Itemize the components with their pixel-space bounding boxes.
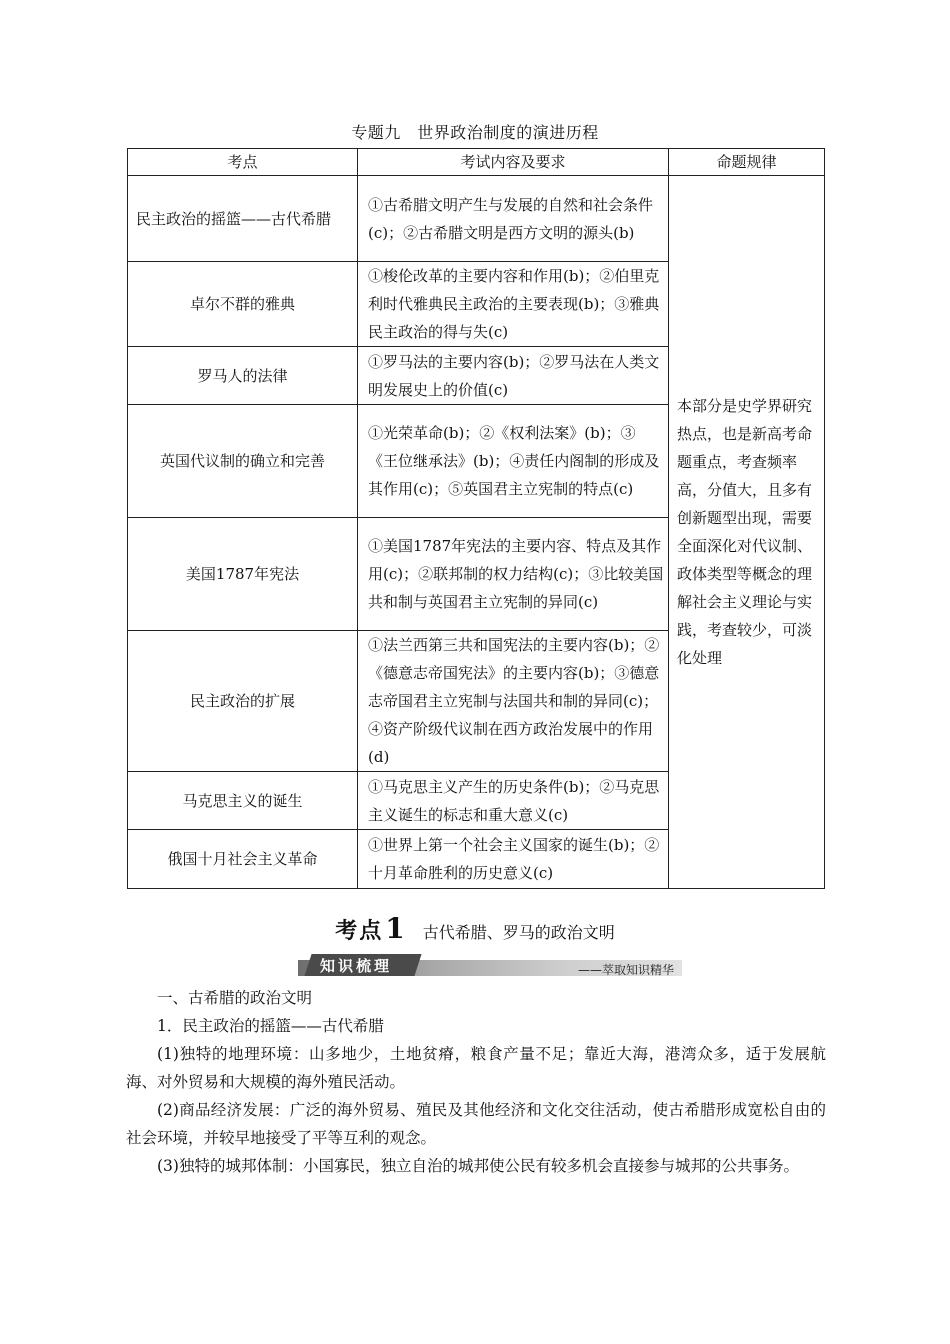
banner-right-text: ——萃取知识精华 xyxy=(577,963,674,977)
row-topic: 民主政治的摇篮——古代希腊 xyxy=(128,176,358,262)
banner-tag-text: 知识梳理 xyxy=(320,957,393,975)
table-header-row xyxy=(128,149,825,176)
row-topic: 罗马人的法律 xyxy=(128,347,358,405)
row-requirements: ①马克思主义产生的历史条件(b)；②马克思主义诞生的标志和重大意义(c) xyxy=(358,772,669,830)
row-requirements: ①罗马法的主要内容(b)；②罗马法在人类文明发展史上的价值(c) xyxy=(358,347,669,405)
body-text xyxy=(126,984,826,1180)
row-topic: 英国代议制的确立和完善 xyxy=(128,405,358,518)
section-heading xyxy=(0,912,950,945)
paragraph: (2)商品经济发展：广泛的海外贸易、殖民及其他经济和文化交往活动，使古希腊形成宽松自由的社会环境，并较早地接受了平等互利的观念。 xyxy=(126,1101,826,1147)
section-subtitle: 古代希腊、罗马的政治文明 xyxy=(422,923,615,942)
heading-level1: 一、古希腊的政治文明 xyxy=(157,989,313,1007)
header-pattern: 命题规律 xyxy=(669,149,825,176)
row-topic: 俄国十月社会主义革命 xyxy=(128,830,358,889)
row-requirements: ①梭伦改革的主要内容和作用(b)；②伯里克利时代雅典民主政治的主要表现(b)；③雅典民主政治的得与失(c) xyxy=(358,262,669,347)
row-topic: 卓尔不群的雅典 xyxy=(128,262,358,347)
heading-level2: 1．民主政治的摇篮——古代希腊 xyxy=(157,1017,384,1035)
paragraph: (1)独特的地理环境：山多地少，土地贫瘠，粮食产量不足；靠近大海，港湾众多，适于发展航海、对外贸易和大规模的海外殖民活动。 xyxy=(126,1045,826,1091)
row-requirements: ①古希腊文明产生与发展的自然和社会条件(c)；②古希腊文明是西方文明的源头(b) xyxy=(358,176,669,262)
table-row xyxy=(128,176,825,262)
syllabus-table xyxy=(127,148,825,889)
paragraph: (3)独特的城邦体制：小国寡民，独立自治的城邦使公民有较多机会直接参与城邦的公共事务。 xyxy=(157,1157,799,1175)
header-requirements: 考试内容及要求 xyxy=(358,149,669,176)
row-topic: 美国1787年宪法 xyxy=(128,518,358,631)
section-label: 考点 xyxy=(335,919,384,944)
section-number: 1 xyxy=(385,912,405,945)
row-topic: 民主政治的扩展 xyxy=(128,631,358,772)
document-title: 专题九 世界政治制度的演进历程 xyxy=(351,123,599,142)
header-topic: 考点 xyxy=(128,149,358,176)
row-topic: 马克思主义的诞生 xyxy=(128,772,358,830)
pattern-cell: 本部分是史学界研究热点，也是新高考命题重点，考查频率高，分值大，且多有创新题型出现，需要全面深化对代议制、政体类型等概念的理解社会主义理论与实践，考查较少，可淡化处理 xyxy=(669,176,825,889)
row-requirements: ①美国1787年宪法的主要内容、特点及其作用(c)；②联邦制的权力结构(c)；③比较美国共和制与英国君主立宪制的异同(c) xyxy=(358,518,669,631)
row-requirements: ①世界上第一个社会主义国家的诞生(b)；②十月革命胜利的历史意义(c) xyxy=(358,830,669,889)
row-requirements: ①法兰西第三共和国宪法的主要内容(b)；②《德意志帝国宪法》的主要内容(b)；③德意志帝国君主立宪制与法国共和制的异同(c)；④资产阶级代议制在西方政治发展中的作用(d) xyxy=(358,631,669,772)
row-requirements: ①光荣革命(b)；②《权利法案》(b)；③《王位继承法》(b)；④责任内阁制的形成及其作用(c)；⑤英国君主立宪制的特点(c) xyxy=(358,405,669,518)
knowledge-banner xyxy=(298,954,682,978)
